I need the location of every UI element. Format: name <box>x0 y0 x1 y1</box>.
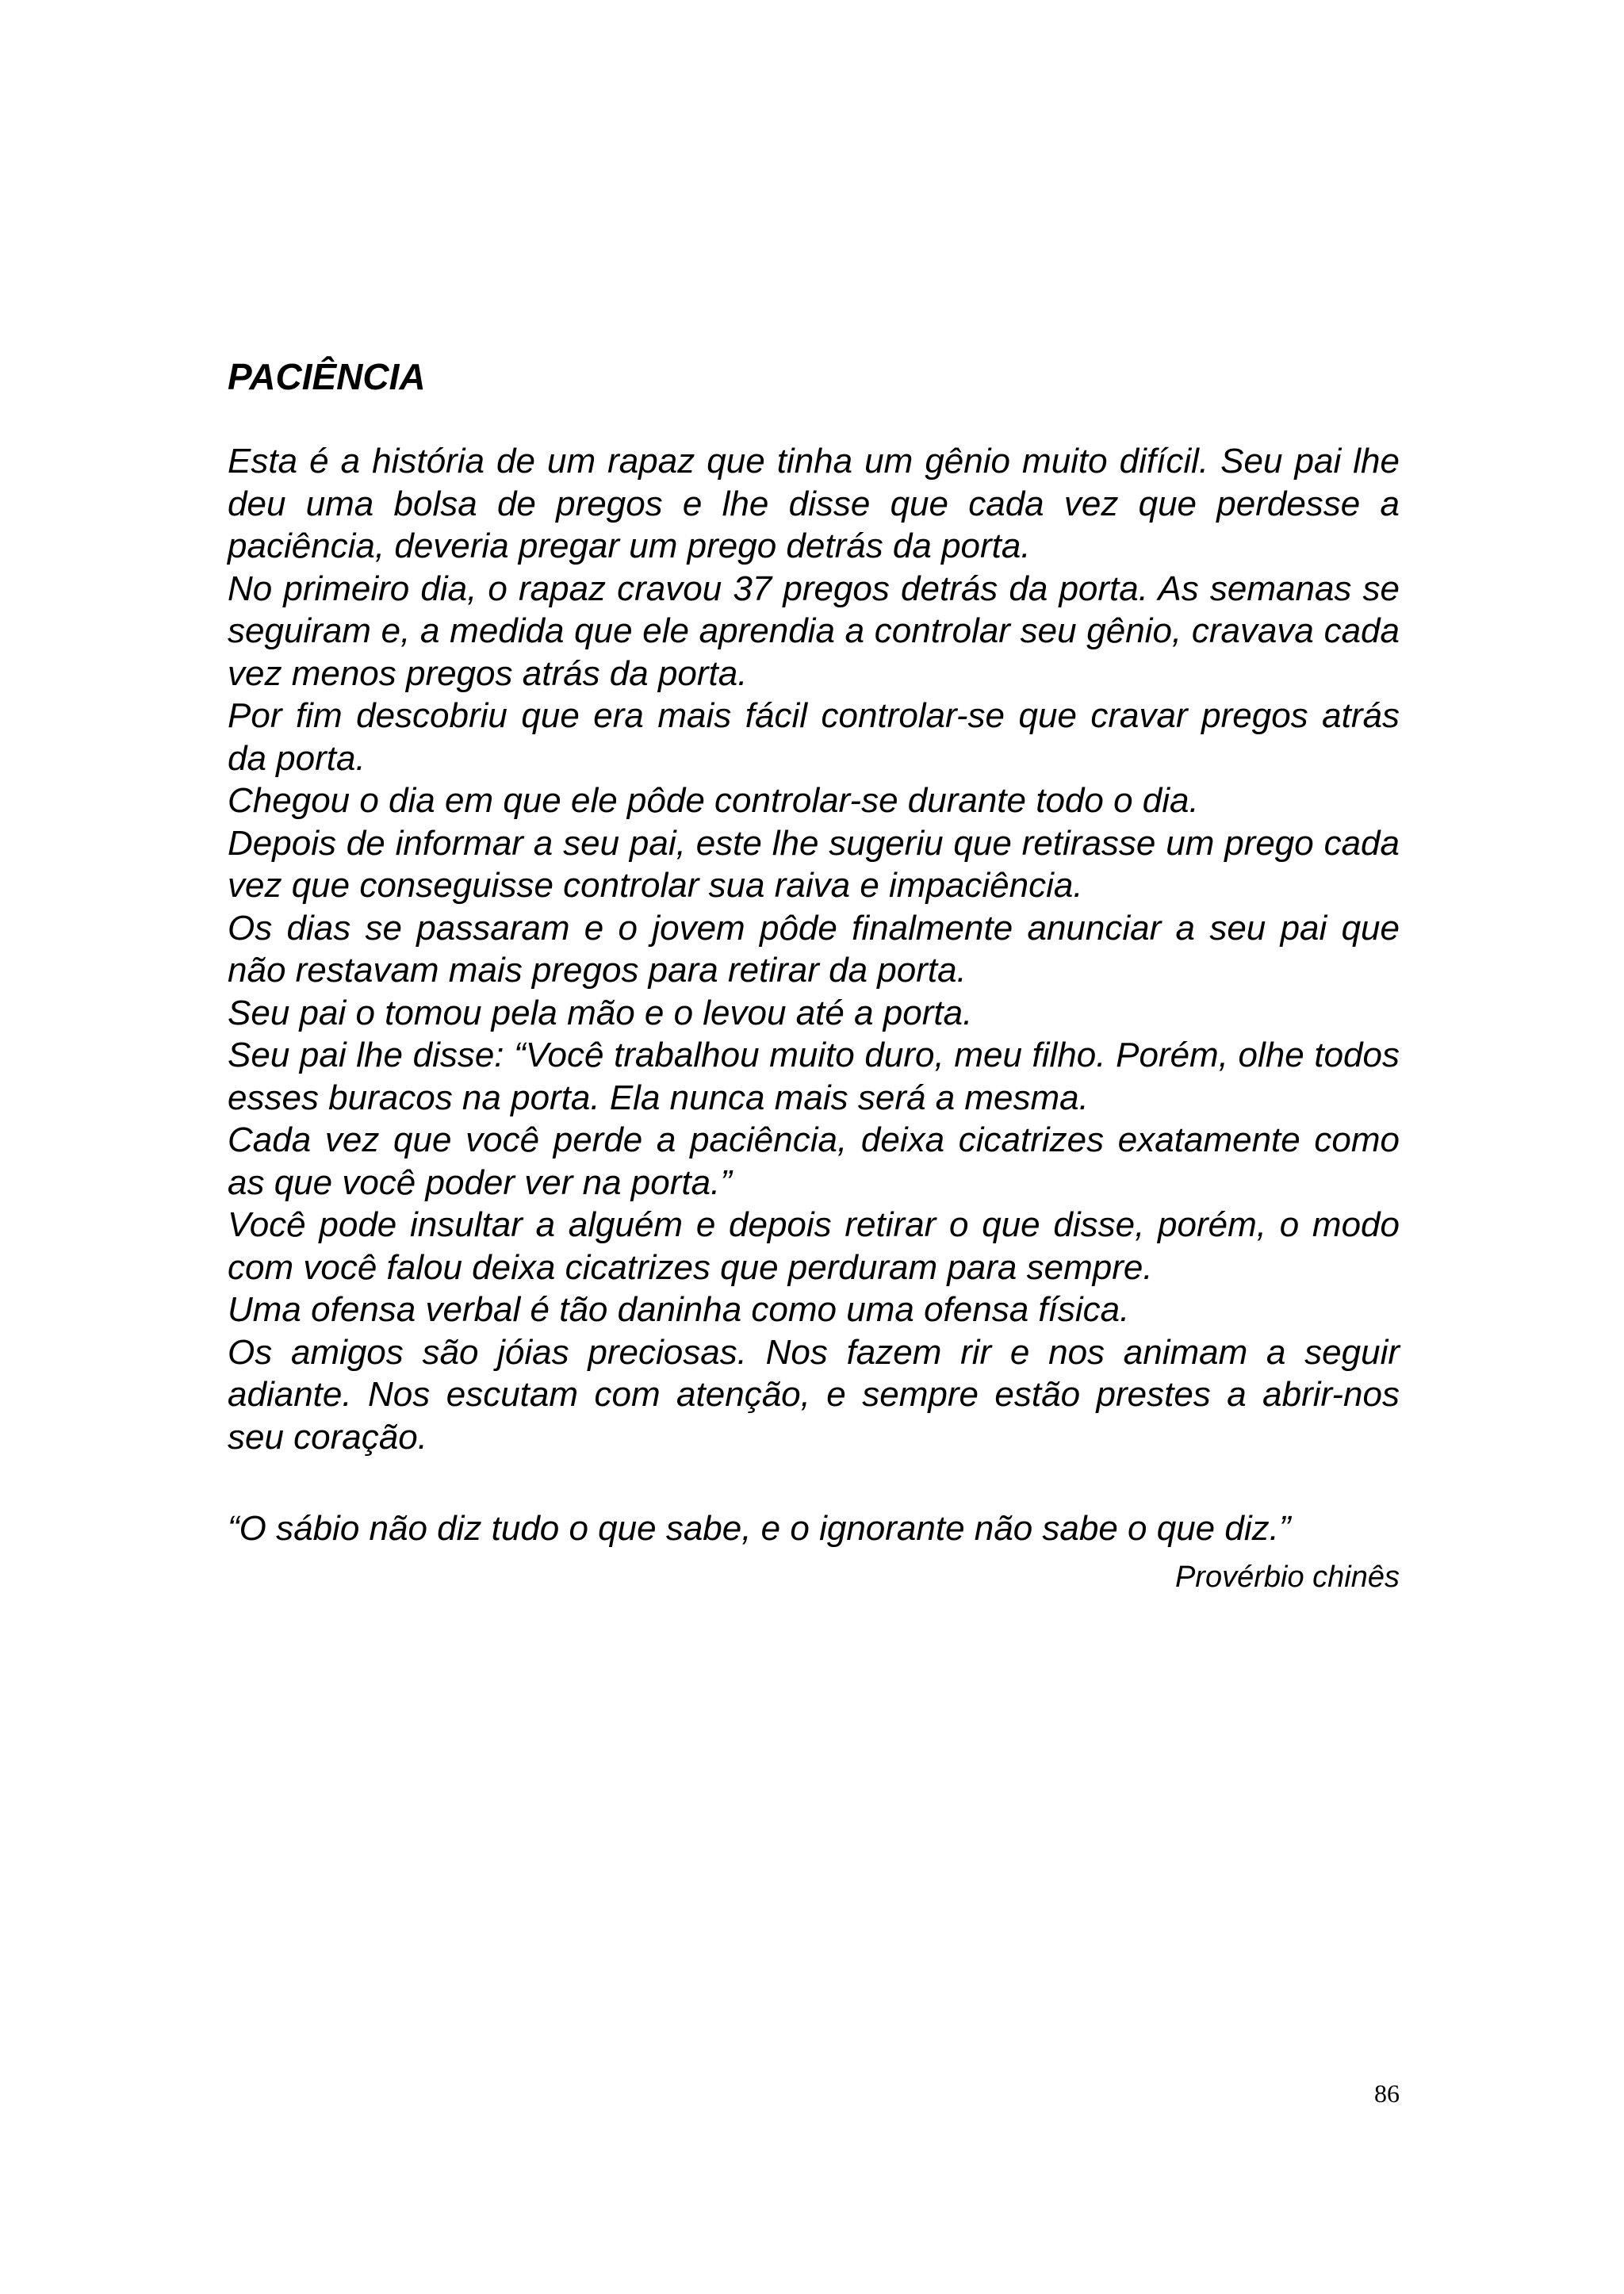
paragraph: Depois de informar a seu pai, este lhe sugeriu que retirasse um prego cada vez que conseguisse controlar sua raiva e impaciência. <box>228 823 1400 905</box>
proverb-attribution: Provérbio chinês <box>1174 1561 1400 1594</box>
page-title: PACIÊNCIA <box>228 356 426 397</box>
paragraph: Os amigos são jóias preciosas. Nos fazem rir e nos animam a seguir adiante. Nos escutam com atenção, e sempre estão prestes a abrir-nos seu coração. <box>228 1332 1400 1457</box>
page-number: 86 <box>1374 2079 1400 2108</box>
paragraph: Chegou o dia em que ele pôde controlar-se durante todo o dia. <box>228 781 1199 820</box>
paragraph: Você pode insultar a alguém e depois retirar o que disse, porém, o modo com você falou deixa cicatrizes que perduram para sempre. <box>228 1205 1400 1287</box>
paragraph: Esta é a história de um rapaz que tinha um gênio muito difícil. Seu pai lhe deu uma bolsa de pregos e lhe disse que cada vez que perdesse a paciência, deveria pregar um prego detrás da porta. <box>228 442 1400 565</box>
paragraph: Cada vez que você perde a paciência, deixa cicatrizes exatamente como as que você poder ver na porta.” <box>228 1120 1400 1202</box>
paragraph: Seu pai lhe disse: “Você trabalhou muito duro, meu filho. Porém, olhe todos esses buracos na porta. Ela nunca mais será a mesma. <box>228 1036 1400 1117</box>
paragraph: Seu pai o tomou pela mão e o levou até a porta. <box>228 993 973 1032</box>
paragraph: Os dias se passaram e o jovem pôde finalmente anunciar a seu pai que não restavam mais pregos para retirar da porta. <box>228 908 1400 990</box>
paragraph: Por fim descobriu que era mais fácil controlar-se que cravar pregos atrás da porta. <box>228 696 1400 778</box>
story-body <box>228 440 1400 1458</box>
paragraph: Uma ofensa verbal é tão daninha como uma ofensa física. <box>228 1290 1130 1329</box>
paragraph: No primeiro dia, o rapaz cravou 37 pregos detrás da porta. As semanas se seguiram e, a medida que ele aprendia a controlar seu gênio, cravava cada vez menos pregos atrás da porta. <box>228 569 1400 693</box>
proverb-quote: “O sábio não diz tudo o que sabe, e o ignorante não sabe o que diz.” <box>228 1509 1291 1548</box>
